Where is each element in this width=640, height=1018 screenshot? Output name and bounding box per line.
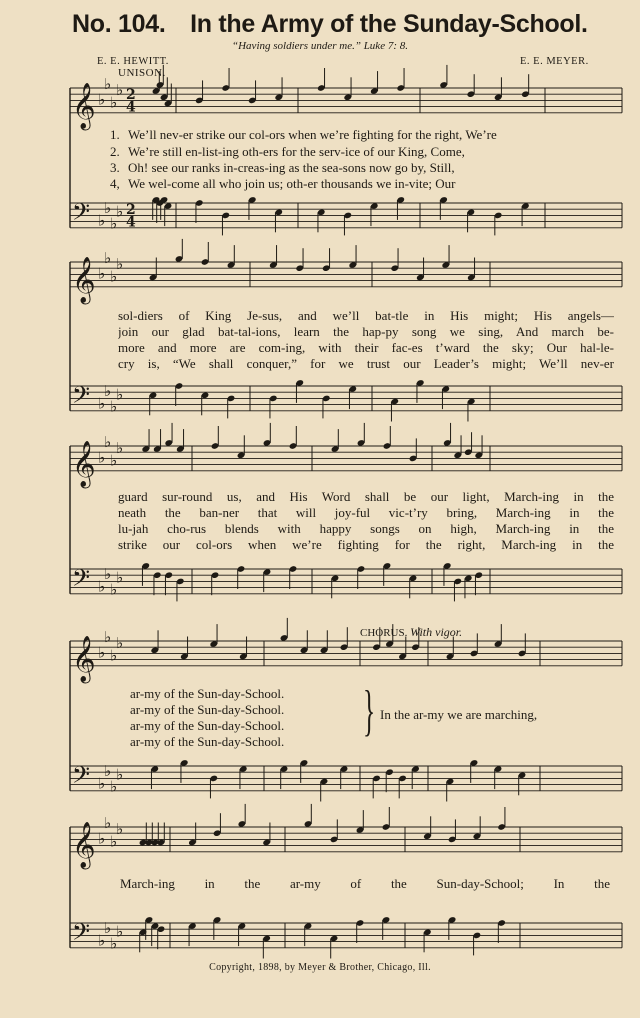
flat-icon: ♭: [116, 922, 124, 941]
verse-brace: }: [363, 680, 376, 742]
verse-4-line-4: ar-my of the Sun-day-School.: [130, 734, 285, 749]
verse-3-line-2: more and more are com-ing, with their fac-es t’ward the sky; Our hal-le-: [118, 340, 614, 355]
verse-number: 2.: [110, 144, 120, 159]
chorus-lyric-line-2: March-ing in the ar-my of the Sun-day-School; In the: [120, 876, 610, 891]
flat-icon: ♭: [104, 382, 112, 401]
flat-icon: ♭: [104, 762, 112, 781]
time-signature: 2: [126, 87, 136, 103]
treble-clef-icon: 𝄞: [72, 440, 96, 487]
flat-icon: ♭: [104, 627, 112, 646]
flat-icon: ♭: [98, 448, 106, 467]
verse-1-line-3: guard sur-round us, and His Word shall be our light, March-ing in the: [118, 489, 614, 504]
verse-1-line-4: ar-my of the Sun-day-School.: [130, 686, 285, 701]
treble-clef-icon: 𝄞: [72, 82, 96, 129]
flat-icon: ♭: [104, 74, 112, 93]
staff: [70, 423, 622, 489]
staff: [70, 196, 622, 235]
chorus-lyric: In the ar-my we are marching,: [380, 707, 538, 722]
time-signature: 2: [126, 202, 136, 218]
lyric-text: Oh! see our ranks in-creas-ing as the sea-sons now go by, Still,: [128, 160, 455, 175]
flat-icon: ♭: [104, 248, 112, 267]
time-signature: 4: [126, 99, 136, 116]
flat-icon: ♭: [98, 931, 106, 950]
staff: [70, 804, 622, 870]
flat-icon: ♭: [104, 919, 112, 938]
verse-1-line-2: sol-diers of King Je-sus, and we’ll bat-tle in His might; His angels—: [118, 308, 614, 323]
flat-icon: ♭: [110, 397, 118, 416]
flat-icon: ♭: [98, 90, 106, 109]
bass-clef-icon: 𝄢: [72, 563, 91, 597]
flat-icon: ♭: [110, 214, 118, 233]
treble-clef-icon: 𝄞: [72, 821, 96, 868]
flat-icon: ♭: [110, 580, 118, 599]
flat-icon: ♭: [98, 211, 106, 230]
verse-4-line-1: [110, 176, 622, 192]
flat-icon: ♭: [110, 267, 118, 286]
treble-clef-icon: 𝄞: [72, 256, 96, 303]
staff: [70, 379, 622, 421]
verse-3-line-3: lu-jah cho-rus blends with happy songs on high, March-ing in the: [118, 521, 614, 536]
flat-icon: ♭: [110, 832, 118, 851]
flat-icon: ♭: [116, 385, 124, 404]
verse-number: 4,: [110, 176, 120, 191]
flat-icon: ♭: [104, 199, 112, 218]
verse-number: 1.: [110, 127, 120, 142]
flat-icon: ♭: [98, 394, 106, 413]
copyright-notice: Copyright, 1898, by Meyer & Brother, Chicago, Ill.: [209, 962, 431, 973]
lyric-text: We wel-come all who join us; oth-er thousands we in-vite; Our: [128, 176, 456, 191]
verse-4-line-3: strike our col-ors when we’re fighting for the right, March-ing in the: [118, 537, 614, 552]
flat-icon: ♭: [116, 255, 124, 274]
flat-icon: ♭: [116, 634, 124, 653]
lyricist-credit: E. E. HEWITT.: [97, 56, 169, 67]
lyric-text: We’ll nev-er strike our col-ors when we’re fighting for the right, We’re: [128, 127, 497, 142]
hymn-title: In the Army of the Sunday-School.: [190, 10, 588, 38]
flat-icon: ♭: [98, 774, 106, 793]
flat-icon: ♭: [104, 565, 112, 584]
flat-icon: ♭: [116, 439, 124, 458]
composer-credit: E. E. MEYER.: [520, 56, 589, 67]
flat-icon: ♭: [116, 202, 124, 221]
verse-2-line-3: neath the ban-ner that will joy-ful vic-t’ry bring, March-ing in the: [118, 505, 614, 520]
flat-icon: ♭: [116, 81, 124, 100]
hymn-number: No. 104.: [72, 10, 166, 38]
chorus-label: CHORUS.: [360, 627, 408, 639]
flat-icon: ♭: [110, 777, 118, 796]
verse-number: 3.: [110, 160, 120, 175]
verse-2-line-4: ar-my of the Sun-day-School.: [130, 702, 285, 717]
flat-icon: ♭: [110, 93, 118, 112]
verse-2-line-2: join our glad bat-tal-ions, learn the hap-py song we sing, And march be-: [118, 324, 614, 339]
flat-icon: ♭: [116, 568, 124, 587]
flat-icon: ♭: [116, 765, 124, 784]
bass-clef-icon: 𝄢: [72, 197, 91, 231]
flat-icon: ♭: [98, 829, 106, 848]
treble-clef-icon: 𝄞: [72, 635, 96, 682]
flat-icon: ♭: [110, 646, 118, 665]
flat-icon: ♭: [98, 643, 106, 662]
flat-icon: ♭: [110, 934, 118, 953]
flat-icon: ♭: [110, 451, 118, 470]
verse-2-line-1: [110, 144, 622, 160]
staff: [70, 759, 622, 801]
verse-3-line-4: ar-my of the Sun-day-School.: [130, 718, 285, 733]
staff: [70, 916, 622, 958]
staff: [70, 618, 622, 684]
staff: [70, 562, 622, 601]
flat-icon: ♭: [104, 432, 112, 451]
bass-clef-icon: 𝄢: [72, 760, 91, 794]
chorus-marking: [360, 625, 462, 640]
verse-4-line-2: cry is, “We shall conquer,” for we trust our Leader’s might; We’ll nev-er: [118, 356, 614, 371]
unison-mark: UNISON.: [118, 67, 166, 79]
hymn-heading: [72, 10, 612, 39]
flat-icon: ♭: [98, 264, 106, 283]
bass-clef-icon: 𝄢: [72, 917, 91, 951]
time-signature: 4: [126, 214, 136, 231]
scripture-reference: “Having soldiers under me.” Luke 7: 8.: [232, 40, 408, 52]
flat-icon: ♭: [104, 813, 112, 832]
flat-icon: ♭: [116, 820, 124, 839]
bass-clef-icon: 𝄢: [72, 380, 91, 414]
verse-1-line-1: [110, 127, 622, 143]
verse-3-line-1: [110, 160, 622, 176]
flat-icon: ♭: [98, 577, 106, 596]
lyric-text: We’re still en-list-ing oth-ers for the serv-ice of our King, Come,: [128, 144, 465, 159]
staff: [70, 239, 622, 305]
chorus-tempo: With vigor.: [410, 625, 463, 639]
